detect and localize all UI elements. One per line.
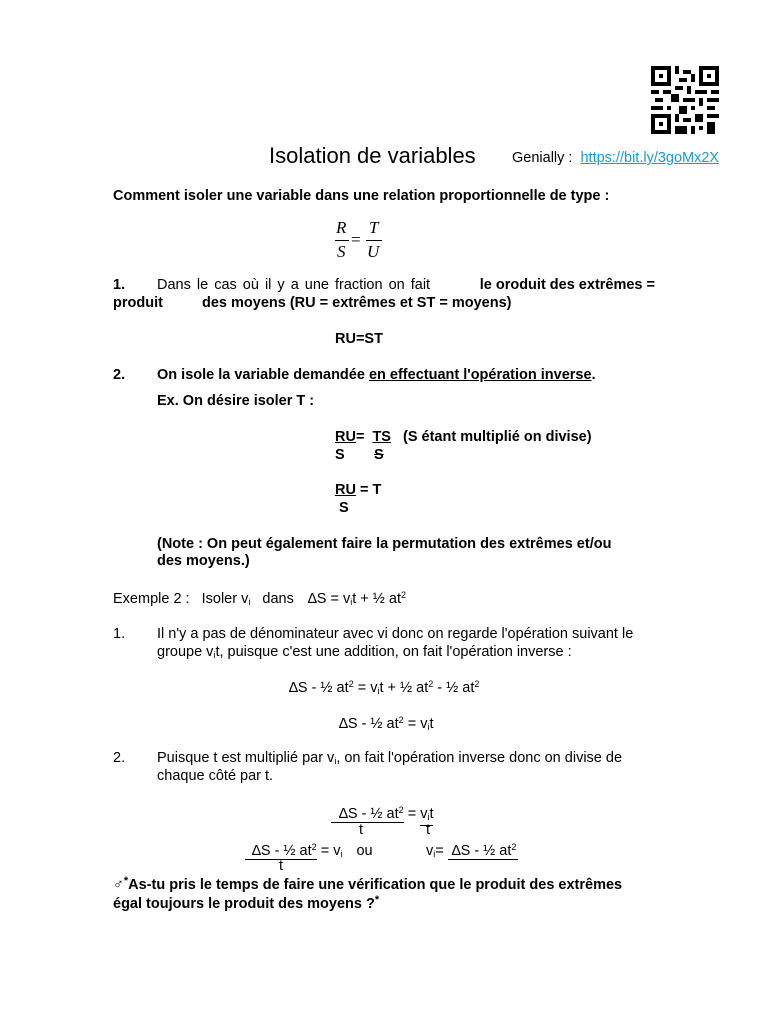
p2-line1: Puisque t est multiplié par $v_i$, on fait l'opération inverse donc on divise de (157, 750, 623, 766)
genially-link[interactable]: https://bit.ly/3goMx2X (580, 150, 720, 166)
ex2-isoler: Isoler $v_i$ (201, 591, 251, 607)
note-line2: des moyens.) (157, 553, 250, 569)
step1-line2-a: produit (113, 295, 163, 311)
step1-text-a: Dans le cas où il y a une fraction on fait (157, 277, 431, 293)
p1-num: 1. (113, 626, 126, 642)
ex2-formula: $\Delta S = v_it$ + ½ $at^2$ (307, 590, 406, 607)
step2-text-a: On isole la variable demandée (157, 367, 365, 383)
fraction-R: R (336, 218, 347, 237)
step2-num: 2. (113, 367, 126, 383)
step1-text-b: le oroduit des extrêmes = (479, 277, 655, 293)
qr-code (651, 66, 719, 134)
fraction-S: S (337, 242, 346, 261)
p2-fraction2: ∆S - ½ $at^2 = v_i$ ou (245, 840, 373, 860)
eq1-note: (S étant multiplié on divise) (403, 429, 592, 445)
genially-label: Genially : (512, 150, 573, 166)
fraction-T: T (369, 218, 379, 237)
p2-den-t2: t (426, 822, 431, 838)
p2-fraction3: $v_i= \Delta S$ - ½ $at^2$ (426, 842, 517, 859)
p2-fraction1: ∆S - ½ $at^2 = v_it$ (331, 803, 433, 826)
eq1-RU: RU (335, 429, 356, 445)
eq2-den-S: S (339, 500, 349, 516)
ex2-label: Exemple 2 : (113, 591, 190, 607)
p2-num: 2. (113, 750, 126, 766)
step1-line2-b: des moyens (RU = extrêmes et ST = moyens) (202, 295, 512, 311)
p1-line1: Il n'y a pas de dénominateur avec vi donc on regarde l'opération suivant le (157, 626, 634, 642)
eq1-den-S-struck: S (374, 447, 384, 463)
p2-den-t1: t (359, 822, 364, 838)
step1-num: 1. (113, 277, 126, 293)
page-title: Isolation de variables (269, 143, 476, 168)
note-line1: (Note : On peut également faire la permutation des extrêmes et/ou (157, 536, 612, 552)
male-symbol-icon: ♂ (113, 877, 124, 893)
p1-line2: groupe $v_it$, puisque c'est une addition, on fait l'opération inverse : (157, 644, 572, 660)
p2-line2: chaque côté par t. (157, 768, 274, 784)
eq1-TS: TS (372, 429, 391, 445)
final-line1: ♂*As-tu pris le temps de faire une vérification que le produit des extrêmes (113, 875, 623, 893)
step2-text-underline: en effectuant l'opération inverse (368, 367, 592, 383)
intro-text: Comment isoler une variable dans une relation proportionnelle de type : (113, 188, 610, 204)
step1-result: RU=ST (335, 331, 383, 347)
step2-example: Ex. On désire isoler T : (157, 393, 315, 409)
final-line2: égal toujours le produit des moyens ?* (113, 894, 380, 912)
fraction-U: U (367, 242, 380, 261)
fraction-eq: = (351, 230, 361, 249)
p1-equation-a: ∆S - ½ $at^2 = v_it$ + ½ $at^2$ - ½ $at^2$ (289, 679, 480, 696)
ex2-dans: dans (262, 591, 294, 607)
p2-den-t3: t (279, 858, 284, 874)
p1-equation-b: ∆S - ½ $at^2 = v_it$ (339, 715, 434, 732)
eq2-RU: RU (335, 482, 356, 498)
eq1-den-S: S (335, 447, 345, 463)
